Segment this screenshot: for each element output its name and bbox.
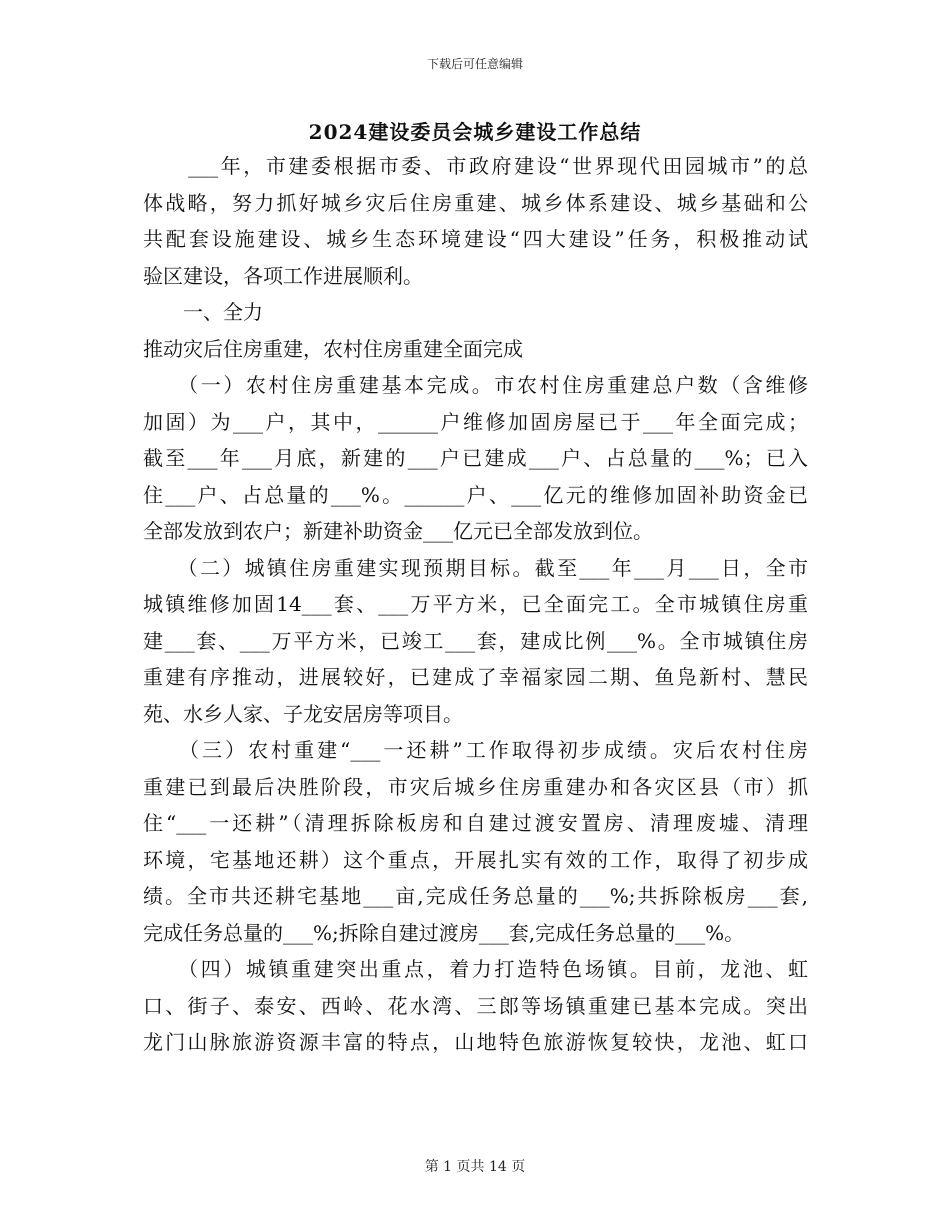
body-line: 加固）为___户，其中，______户维修加固房屋已于___年全面完成；	[143, 409, 808, 434]
body-line: 苑、水乡人家、子龙安居房等项目。	[143, 701, 463, 726]
body-line: （一）农村住房重建基本完成。市农村住房重建总户数（含维修	[143, 373, 808, 397]
body-line: 龙门山脉旅游资源丰富的特点，山地特色旅游恢复较快，龙池、虹口	[143, 1030, 808, 1054]
body-line: 共配套设施建设、城乡生态环境建设“四大建设”任务，积极推动试	[143, 227, 808, 251]
page-number: 第 1 页共 14 页	[424, 1159, 526, 1175]
section-heading: 一、全力	[143, 300, 263, 324]
body-line: 完成任务总量的___%;拆除自建过渡房___套,完成任务总量的___%。	[143, 920, 745, 945]
body-line: ___年，市建委根据市委、市政府建设“世界现代田园城市”的总	[143, 154, 808, 178]
body-line: 重建已到最后决胜阶段，市灾后城乡住房重建办和各灾区县（市）抓	[143, 774, 808, 799]
body-line: 口、街子、泰安、西岭、花水湾、三郎等场镇重建已基本完成。突出	[143, 993, 808, 1018]
body-line: 环境，宅基地还耕）这个重点，开展扎实有效的工作，取得了初步成	[143, 847, 808, 872]
body-line: （二）城镇住房重建实现预期目标。截至___年___月___日，全市	[143, 555, 808, 580]
header-note: 下载后可任意编辑	[426, 57, 523, 71]
body-line: 体战略，努力抓好城乡灾后住房重建、城乡体系建设、城乡基础和公	[143, 190, 808, 215]
body-line: 重建有序推动，进展较好，已建成了幸福家园二期、鱼凫新村、慧民	[143, 665, 808, 689]
document-title: 2024建设委员会城乡建设工作总结	[308, 120, 642, 144]
body-line: 全部发放到农户；新建补助资金___亿元已全部发放到位。	[143, 519, 653, 543]
body-line: 住“___一还耕”（清理拆除板房和自建过渡安置房、清理废墟、清理	[143, 811, 808, 835]
body-line: 城镇维修加固14___套、___万平方米，已全面完工。全市城镇住房重	[143, 592, 808, 616]
body-line: 验区建设，各项工作进展顺利。	[143, 263, 423, 288]
body-line: （四）城镇重建突出重点，着力打造特色场镇。目前，龙池、虹	[143, 957, 808, 981]
body-line: （三）农村重建“___一还耕”工作取得初步成绩。灾后农村住房	[143, 738, 808, 762]
document-body	[143, 148, 808, 1061]
section-heading: 推动灾后住房重建，农村住房重建全面完成	[143, 336, 523, 361]
body-line: 绩。全市共还耕宅基地___亩,完成任务总量的___%;共拆除板房___套,	[143, 884, 808, 908]
body-line: 截至___年___月底，新建的___户已建成___户、占总量的___%；已入	[143, 446, 808, 470]
body-line: 住___户、占总量的___%。______户、___亿元的维修加固补助资金已	[143, 482, 808, 507]
body-line: 建___套、___万平方米，已竣工___套，建成比例___%。全市城镇住房	[143, 628, 808, 653]
